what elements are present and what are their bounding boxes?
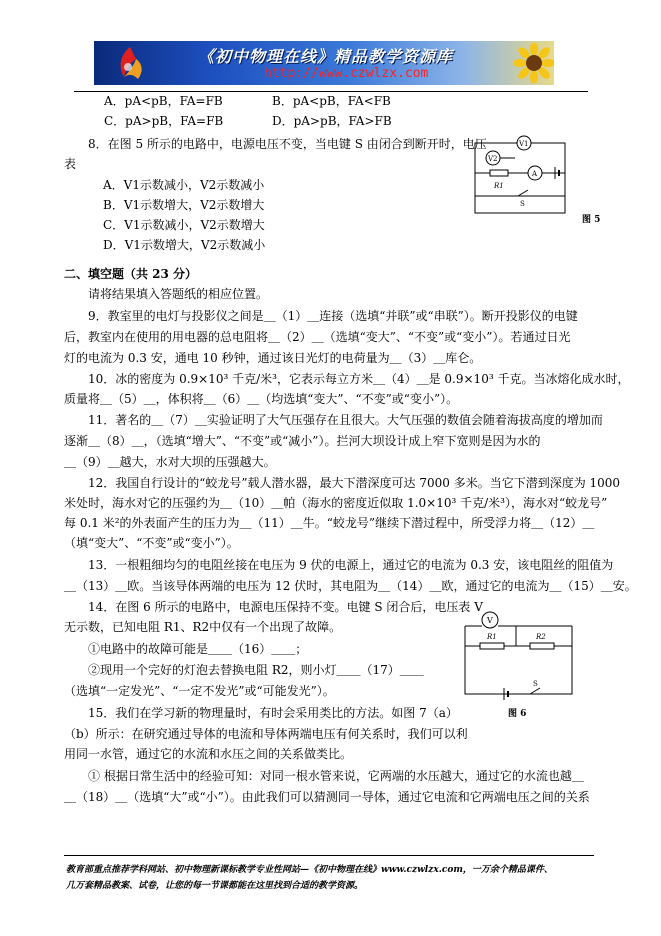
figure-6-label: 图 6 (508, 709, 527, 719)
fig5-v2-label: V2 (488, 155, 498, 163)
option-b: B．pA<pB，FA<FB (272, 94, 391, 108)
section-2-instruction: 请将结果填入答题纸的相应位置。 (88, 287, 269, 301)
header-divider (74, 91, 588, 92)
q12-line1: 12．我国自行设计的“蛟龙号”载人潜水器，最大下潜深度可达 7000 多米。当它下潜到深度为 1000 (88, 476, 621, 490)
option-c: C．pA>pB，FA=FB (104, 114, 224, 128)
q10-line2: 质量将＿（5）＿，体积将＿（6）＿（均选填“变大”、“不变”或“变小”）。 (64, 392, 459, 406)
q12-line4: （填“变大”、“不变”或“变小”）。 (64, 536, 239, 550)
q11-line3: ＿（9）＿越大，水对大坝的压强越大。 (64, 455, 276, 469)
option-d: D．pA>pB，FA>FB (272, 114, 392, 128)
fig6-v-label: V (487, 616, 493, 625)
footer-line2: 几万套精品教案、试卷，让您的每一节课都能在这里找到合适的教学资源。 (66, 881, 364, 891)
q8-option-b: B．V1示数增大，V2示数增大 (103, 198, 265, 212)
footer-divider (64, 855, 594, 856)
q15-line3: 用同一水管，通过它的水流和水压之间的关系做类比。 (64, 747, 353, 761)
q14-line4: ②现用一个完好的灯泡去替换电阻 R2，则小灯＿＿（17）＿＿ (88, 663, 424, 677)
q8-option-d: D．V1示数增大，V2示数减小 (103, 238, 266, 252)
q8-line1: 8．在图 5 所示的电路中，电源电压不变，当电键 S 由闭合到断开时，电压 (88, 137, 487, 151)
q14-line3: ①电路中的故障可能是＿＿（16）＿＿； (88, 642, 308, 656)
q10-line1: 10．冰的密度为 0.9×10³ 千克/米³，它表示每立方米＿（4）＿是 0.9×10³ 千克。当冰熔化成水时， (88, 372, 630, 386)
figure-6-circuit (460, 606, 578, 702)
q8-option-a: A．V1示数减小，V2示数减小 (103, 178, 265, 192)
sunflower-icon (514, 43, 554, 83)
q13-line1: 13．一根粗细均匀的电阻丝接在电压为 9 伏的电源上，通过它的电流为 0.3 安，该电阻丝的阻值为 (88, 558, 614, 572)
q9-line2: 后，教室内在使用的用电器的总电阻将＿（2）＿（选填“变大”、“不变”或“变小”）。若通过日光 (64, 330, 571, 344)
q14-line1: 14．在图 6 所示的电路中，电源电压保持不变。电键 S 闭合后，电压表 V (88, 600, 483, 614)
fig6-r2-label: R2 (536, 633, 546, 641)
q14-line5: （选填“一定发光”、“一定不发光”或“可能发光”）。 (64, 684, 335, 698)
banner-title: 《初中物理在线》精品教学资源库 (198, 47, 454, 66)
q15-line1: 15．我们在学习新的物理量时，有时会采用类比的方法。如图 7（a） (88, 706, 458, 720)
q8-option-c: C．V1示数减小，V2示数增大 (103, 218, 265, 232)
fig6-s-label: S (533, 680, 538, 688)
q9-line3: 灯的电流为 0.3 安，通电 10 秒钟，通过该日光灯的电荷量为＿（3）＿库仑。 (64, 351, 482, 365)
figure-5-circuit (470, 128, 580, 218)
q11-line2: 逐渐＿（8）＿，（选填“增大”、“不变”或“减小”）。拦河大坝设计成上窄下宽则是因为水的 (64, 434, 541, 448)
q15-line5: ＿（18）＿（选填“大”或“小”）。由此我们可以猜测同一导体，通过它电流和它两端电压之间的关系 (64, 790, 590, 804)
q15-line4: ① 根据日常生活中的经验可知：对同一根水管来说，它两端的水压越大，通过它的水流也越＿ (88, 769, 584, 783)
header-banner (94, 41, 554, 85)
fig5-r1-label: R1 (494, 182, 504, 190)
banner-url[interactable]: http://www.czwlzx.com (264, 66, 429, 81)
fig5-a-label: A (532, 170, 538, 178)
footer-line1: 教育部重点推荐学科网站、初中物理新课标教学专业性网站—《初中物理在线》www.czwlzx.com，一万余个精品课件、 (66, 865, 553, 875)
q15-line2: （b）所示：在研究通过导体的电流和导体两端电压有何关系时，我们可以利 (64, 727, 468, 741)
q12-line2: 米处时，海水对它的压强约为＿（10）＿帕（海水的密度近似取 1.0×10³ 千克/米³），海水对“蛟龙号” (64, 496, 608, 510)
q11-line1: 11．著名的＿（7）＿实验证明了大气压强存在且很大。大气压强的数值会随着海拔高度的增加而 (88, 413, 603, 427)
q8-line2: 表 (64, 157, 77, 171)
fig5-v1-label: V1 (519, 140, 529, 148)
q14-line2: 无示数，已知电阻 R1、R2中仅有一个出现了故障。 (64, 620, 342, 634)
fig5-s-label: S (520, 200, 525, 208)
q13-line2: ＿（13）＿欧。当该导体两端的电压为 12 伏时，其电阻为＿（14）＿欧，通过它的电流为＿（15）＿安。 (64, 579, 637, 593)
fig6-r1-label: R1 (487, 633, 497, 641)
q12-line3: 每 0.1 米²的外表面产生的压力为＿（11）＿牛。“蛟龙号”继续下潜过程中，所受浮力将＿（12）＿ (64, 516, 595, 530)
site-logo-icon (114, 45, 146, 81)
option-a: A．pA<pB，FA=FB (104, 94, 223, 108)
q9-line1: 9．教室里的电灯与投影仪之间是＿（1）＿连接（选填“并联”或“串联”）。断开投影仪的电键 (88, 309, 578, 323)
section-2-title: 二、填空题（共 23 分） (64, 267, 198, 281)
figure-5-label: 图 5 (582, 215, 601, 225)
